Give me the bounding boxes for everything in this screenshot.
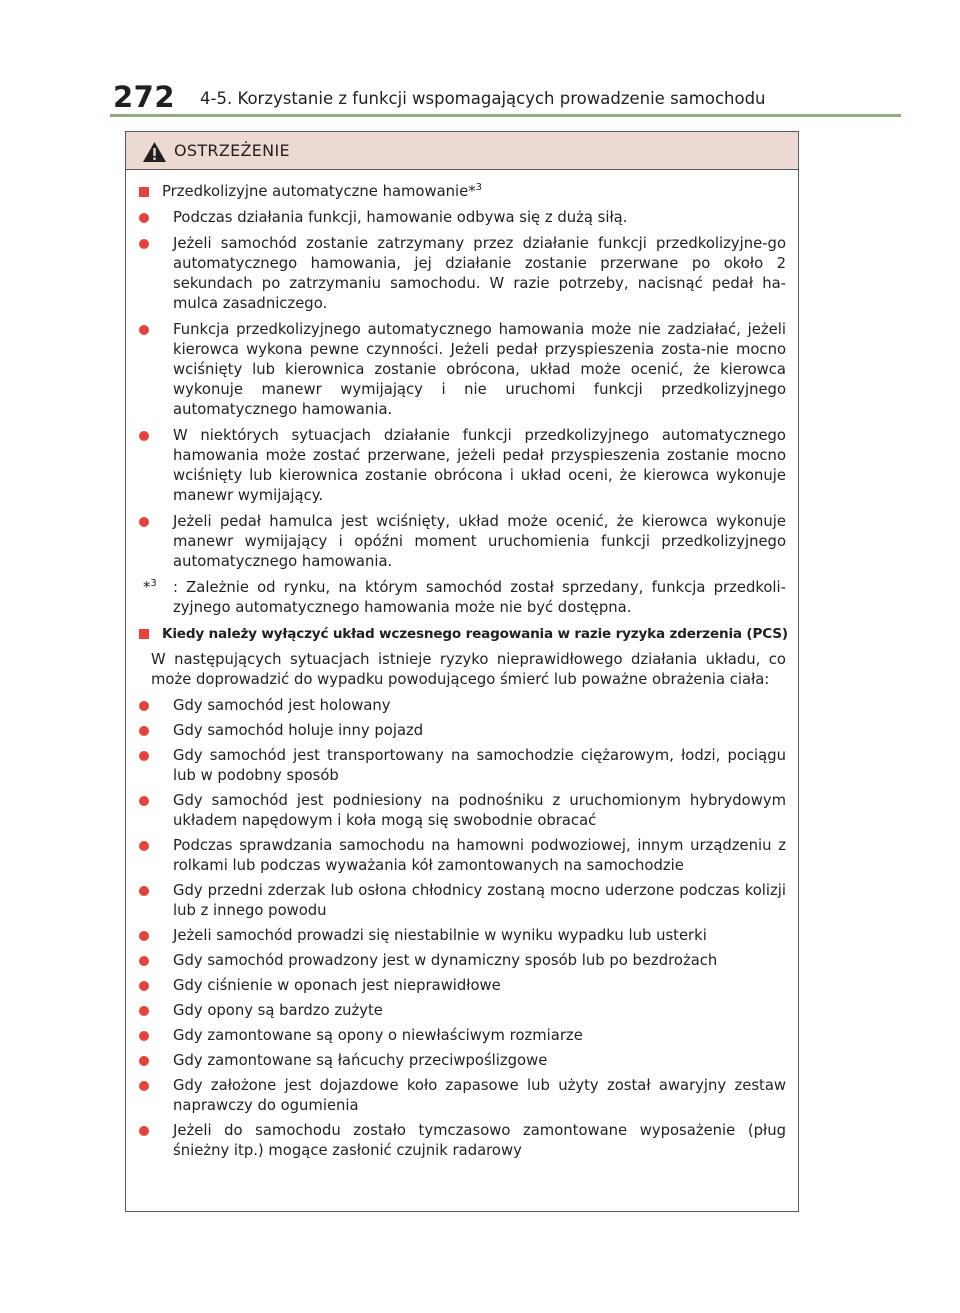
round-bullet-icon [139,931,149,941]
round-bullet-icon [139,751,149,761]
list-item: Jeżeli pedał hamulca jest wciśnięty, układ może ocenić, że kierowca wykonuje manewr wymijający i opóźni moment uruchomienia funkcji przedkolizyjnego automatycznego hamowania. [173,512,786,572]
round-bullet-icon [139,1081,149,1091]
warning-content [126,182,798,1166]
warning-box [125,131,799,1212]
round-bullet-icon [139,1126,149,1136]
warning-title: OSTRZEŻENIE [174,141,290,160]
round-bullet-icon [139,886,149,896]
round-bullet-icon [139,841,149,851]
square-bullet-icon [139,629,149,639]
round-bullet-icon [139,325,149,335]
list-item: Gdy zamontowane są opony o niewłaściwym rozmiarze [173,1026,786,1046]
round-bullet-icon [139,239,149,249]
round-bullet-icon [139,517,149,527]
round-bullet-icon [139,726,149,736]
footnote-mark: *$^3$ [143,578,157,596]
warning-header [126,132,798,170]
list-item: Funkcja przedkolizyjnego automatycznego hamowania może nie zadziałać, jeżeli kierowca wykona pewne czynności. Jeżeli pedał przyspieszenia zosta-nie mocno wciśnięty lub kierownica zostanie obrócona, układ może ocenić, że kierowca wykonuje manewr wymijający i nie uruchomi funkcji przedkolizyjnego automatycznego hamowania. [173,320,786,420]
list-item: Podczas sprawdzania samochodu na hamowni podwoziowej, innym urządzeniu z rolkami lub podczas wyważania kół zamontowanych na samochodzie [173,836,786,876]
round-bullet-icon [139,981,149,991]
list-item: Gdy samochód holuje inny pojazd [173,721,786,741]
list-item: Gdy zamontowane są łańcuchy przeciwpoślizgowe [173,1051,786,1071]
list-item: Gdy samochód jest podniesiony na podnośniku z uruchomionym hybrydowym układem napędowym i koła mogą się swobodnie obracać [173,791,786,831]
round-bullet-icon [139,1056,149,1066]
section-intro: W następujących sytuacjach istnieje ryzyko nieprawidłowego działania układu, co może doprowadzić do wypadku powodującego śmierć lub poważne obrażenia ciała: [151,651,786,688]
list-item: Gdy założone jest dojazdowe koło zapasowe lub użyty został awaryjny zestaw naprawczy do ogumienia [173,1076,786,1116]
square-bullet-icon [139,187,149,197]
round-bullet-icon [139,956,149,966]
round-bullet-icon [139,213,149,223]
list-item: W niektórych sytuacjach działanie funkcji przedkolizyjnego automatycznego hamowania może zostać przerwane, jeżeli pedał przyspieszenia zostanie mocno wciśnięty lub kierownica zostanie obrócona i układ oceni, że kierowca wykonuje manewr wymijający. [173,426,786,506]
list-item: Podczas działania funkcji, hamowanie odbywa się z dużą siłą. [173,208,786,228]
list-item: Gdy samochód prowadzony jest w dynamiczny sposób lub po bezdrożach [173,951,786,971]
header-rule [110,114,901,117]
list-item: Gdy ciśnienie w oponach jest nieprawidłowe [173,976,786,996]
warning-triangle-icon [142,141,167,163]
list-item: Gdy samochód jest transportowany na samochodzie ciężarowym, łodzi, pociągu lub w podobny sposób [173,746,786,786]
round-bullet-icon [139,1006,149,1016]
round-bullet-icon [139,1031,149,1041]
section-heading-pcs-disable: Kiedy należy wyłączyć układ wczesnego reagowania w razie ryzyka zderzenia (PCS) [135,624,792,644]
list-item: Gdy samochód jest holowany [173,696,786,716]
round-bullet-icon [139,701,149,711]
footnote [143,578,786,618]
list-item: Jeżeli do samochodu zostało tymczasowo zamontowane wyposażenie (pług śnieżny itp.) mogące zasłonić czujnik radarowy [173,1121,786,1161]
section-heading-pcs-braking: Przedkolizyjne automatyczne hamowanie*$^3$ [135,182,792,202]
running-head: 4-5. Korzystanie z funkcji wspomagających prowadzenie samochodu [200,89,766,108]
round-bullet-icon [139,431,149,441]
page-number: 272 [113,80,176,114]
list-item: Jeżeli samochód zostanie zatrzymany przez działanie funkcji przedkolizyjne-go automatycznego hamowania, jej działanie zostanie przerwane po około 2 sekundach po zatrzymaniu samochodu. W razie potrzeby, nacisnąć pedał ha-mulca zasadniczego. [173,234,786,314]
page-header [0,0,960,120]
round-bullet-icon [139,796,149,806]
list-item: Gdy przedni zderzak lub osłona chłodnicy zostaną mocno uderzone podczas kolizji lub z innego powodu [173,881,786,921]
list-item: Jeżeli samochód prowadzi się niestabilnie w wyniku wypadku lub usterki [173,926,786,946]
footnote-text: : Zależnie od rynku, na którym samochód został sprzedany, funkcja przedkoli-zyjnego automatycznego hamowania może nie być dostępna. [173,579,786,616]
list-item: Gdy opony są bardzo zużyte [173,1001,786,1021]
